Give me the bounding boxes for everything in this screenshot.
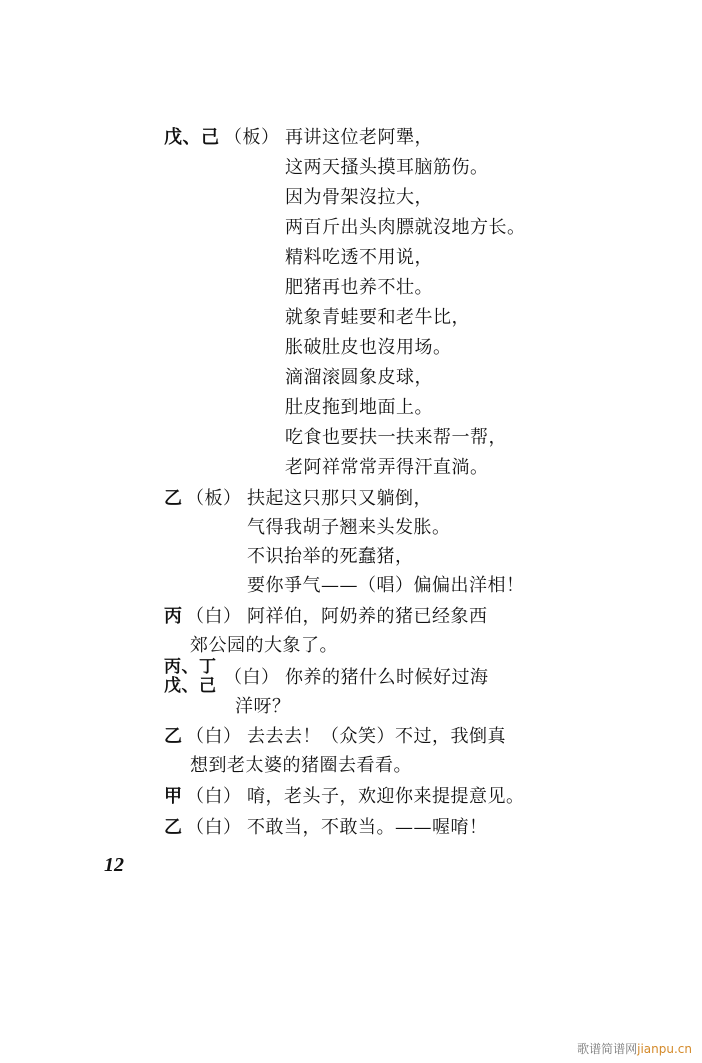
dialogue-line: 唷，老头子，欢迎你来提提意见。 <box>247 786 525 807</box>
dialogue-line: 不敢当，不敢当。——喔唷！ <box>247 817 488 838</box>
speaker-label: 戊、己 <box>164 676 217 696</box>
stage-cue: （白） <box>186 786 242 807</box>
verse-line: 肥猪再也养不壮。 <box>285 277 433 298</box>
stage-cue: （白） <box>186 726 242 747</box>
stage-cue: （白） <box>186 606 242 627</box>
dialogue-line: 郊公园的大象了。 <box>190 635 338 656</box>
dialogue-line: 阿祥伯，阿奶养的猪已经象西 <box>247 606 488 627</box>
watermark-latin: jianpu.cn <box>637 1042 692 1056</box>
watermark-cn: 歌谱简谱网 <box>577 1042 638 1056</box>
speaker-label: 乙 <box>164 726 183 747</box>
speaker-label: 丙 <box>164 606 183 627</box>
verse-line: 胀破肚皮也沒用场。 <box>285 337 452 358</box>
verse-line: 不识抬举的死蠢猪， <box>247 546 414 567</box>
verse-line: 因为骨架沒拉大， <box>285 187 433 208</box>
verse-line: 这两天搔头摸耳脑筋伤。 <box>285 157 489 178</box>
verse-line: 肚皮拖到地面上。 <box>285 397 433 418</box>
verse-line: 精料吃透不用说， <box>285 247 433 268</box>
verse-line: 滴溜滚圆象皮球， <box>285 367 433 388</box>
verse-line: 就象青蛙要和老牛比， <box>285 307 470 328</box>
dialogue-line: 想到老太婆的猪圈去看看。 <box>190 755 412 776</box>
stage-cue: （板） <box>186 488 242 509</box>
verse-line: 吃食也要扶一扶来帮一帮， <box>285 427 507 448</box>
verse-line: 再讲这位老阿犟， <box>285 127 433 148</box>
speaker-label: 戊、己 <box>164 127 220 148</box>
stage-cue: （白） <box>186 817 242 838</box>
stage-cue: （白） <box>224 667 280 688</box>
verse-line: 扶起这只那只又躺倒， <box>247 488 432 509</box>
dialogue-line: 洋呀？ <box>235 696 291 717</box>
verse-line: 老阿祥常常弄得汗直淌。 <box>285 457 489 478</box>
verse-line: 要你爭气——（唱）偏偏出洋相！ <box>247 575 525 596</box>
dialogue-line: 去去去！（众笑）不过，我倒真 <box>247 726 506 747</box>
verse-line: 气得我胡子翘来头发胀。 <box>247 517 451 538</box>
speaker-label: 甲 <box>164 786 183 807</box>
speaker-label: 乙 <box>164 817 183 838</box>
site-watermark <box>577 1040 692 1057</box>
stage-cue: （板） <box>224 127 280 148</box>
speaker-label: 乙 <box>164 488 183 509</box>
page-number: 12 <box>104 854 124 876</box>
speaker-label: 丙、丁 <box>164 657 217 677</box>
verse-line: 两百斤出头肉膘就沒地方长。 <box>285 217 526 238</box>
dialogue-line: 你养的猪什么时候好过海 <box>285 667 489 688</box>
